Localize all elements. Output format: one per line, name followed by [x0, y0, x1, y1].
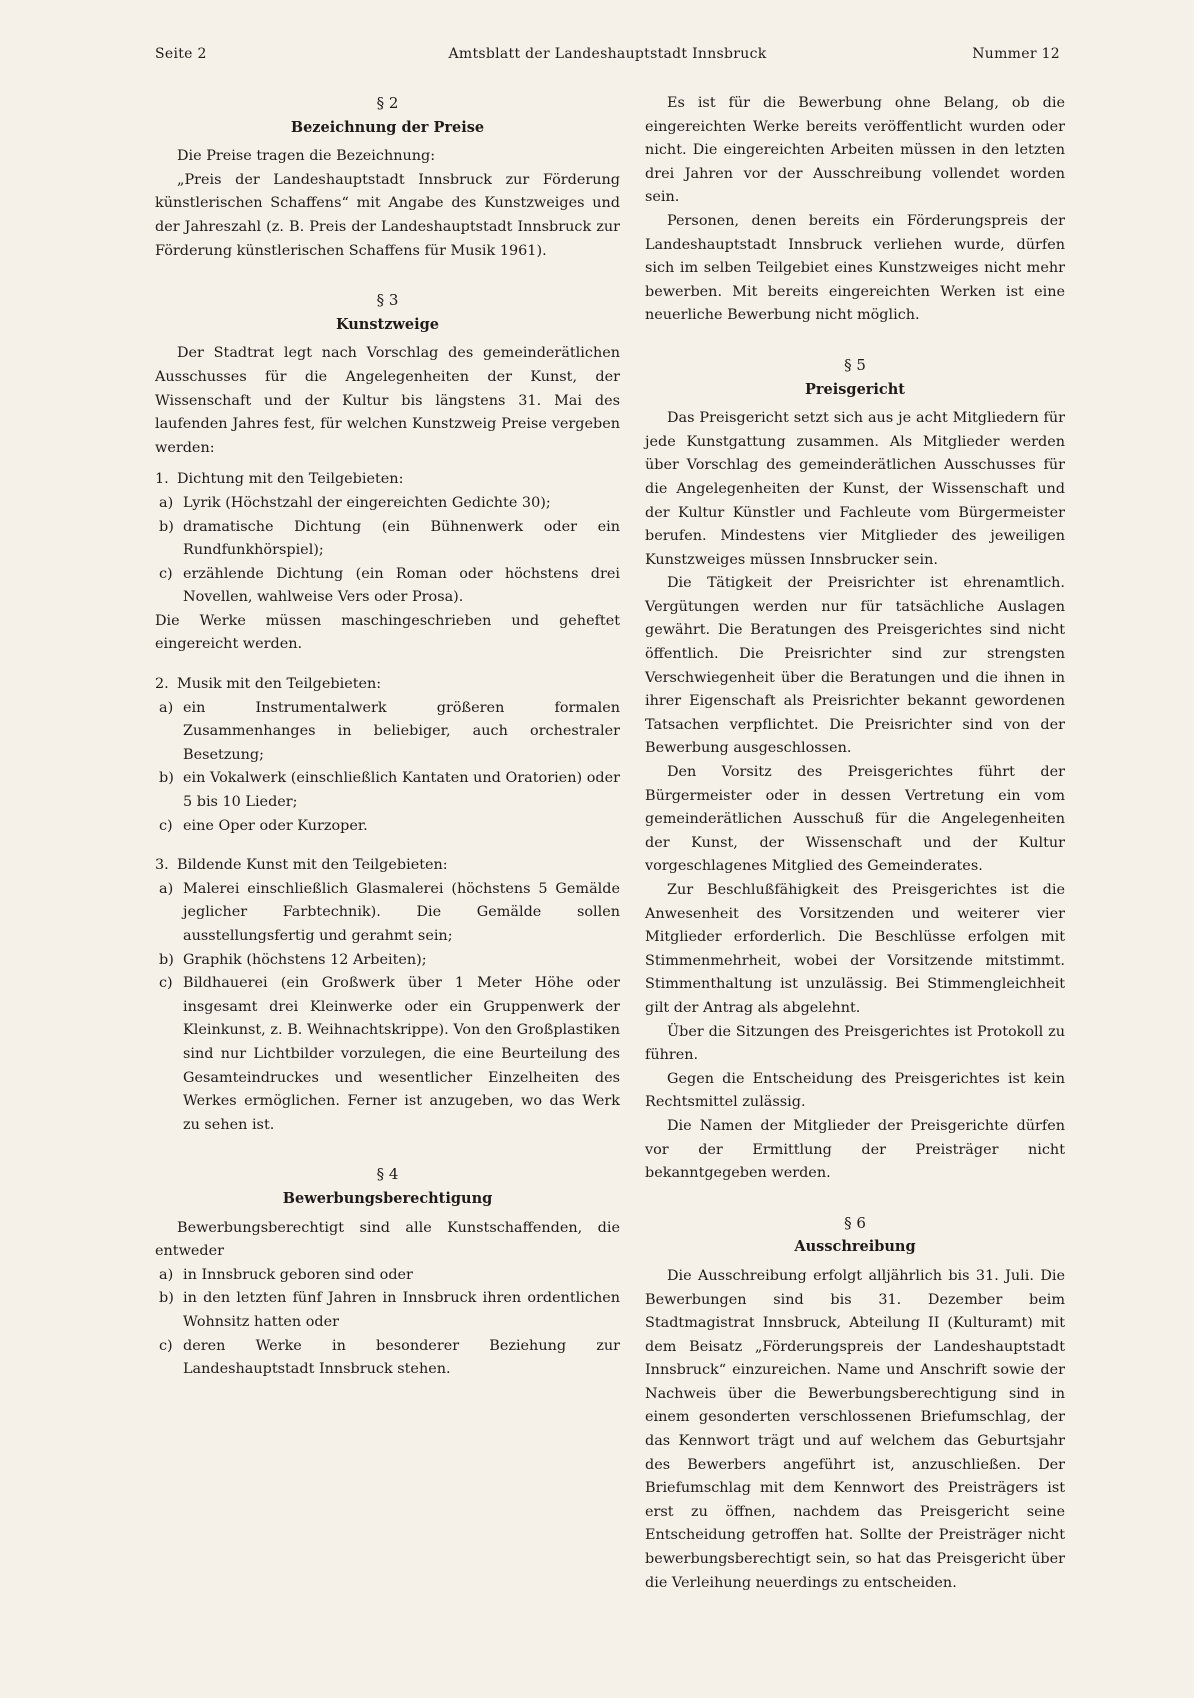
list-label: b) — [159, 1290, 174, 1307]
paragraph: Die Namen der Mitglieder der Preisgerichte dürfen vor der Ermittlung der Preisträger nicht bekanntgegeben werden. — [645, 1117, 1065, 1182]
list-label: c) — [159, 1337, 173, 1354]
list-item — [159, 492, 620, 516]
list-text: Graphik (höchstens 12 Arbeiten); — [183, 951, 427, 968]
paragraph: Die Ausschreibung erfolgt alljährlich bis 31. Juli. Die Bewerbungen sind bis 31. Dezember beim Stadtmagistrat Innsbruck, Abteilung II (Kulturamt) mit dem Beisatz „Förderungspreis der Landeshauptstadt Innsbruck“ einzureichen. Name und Anschrift sowie der Nachweis über die Bewerbungsberechtigung sind in einem gesonderten verschlossenen Briefumschlag, der das Kennwort trägt und auf welchem das Geburtsjahr des Bewerbers angeführt ist, anzuschließen. Der Briefumschlag mit dem Kennwort des Preisträgers ist erst zu öffnen, nachdem das Preisgericht seine Entscheidung getroffen hat. Sollte der Preisträger nicht bewerbungsberechtigt sein, so hat das Preisgericht über die Verleihung neuerdings zu entscheiden. — [645, 1267, 1065, 1591]
list-text: Bildhauerei (ein Großwerk über 1 Meter Höhe oder insgesamt drei Kleinwerke oder ein Gruppenwerk der Kleinkunst, z. B. Weihnachtskrippe). Von den Großplastiken sind nur Lichtbilder vorzulegen, die eine Beurteilung des Gesamteindruckes und wesentlicher Einzelheiten des Werkes ermöglichen. Ferner ist anzugeben, wo das Werk zu sehen ist. — [183, 975, 620, 1133]
list-text: erzählende Dichtung (ein Roman oder höchstens drei Novellen, wahlweise Vers oder Prosa). — [183, 565, 620, 606]
list-text: dramatische Dichtung (ein Bühnenwerk oder ein Rundfunkhörspiel); — [183, 518, 620, 559]
list-text: Musik mit den Teilgebieten: — [177, 676, 382, 693]
paragraph: Bewerbungsberechtigt sind alle Kunstschaffenden, die entweder — [155, 1219, 620, 1260]
list-text: Dichtung mit den Teilgebieten: — [177, 471, 404, 488]
list-item — [159, 1335, 620, 1382]
paragraph: Die Preise tragen die Bezeichnung: — [177, 148, 436, 165]
paragraph: Die Tätigkeit der Preisrichter ist ehrenamtlich. Vergütungen werden nur für tatsächliche Auslagen gewährt. Die Beratungen des Preisgerichtes sind nicht öffentlich. Die Preisrichter sind zur strengsten Verschwiegenheit über die Beratungen und die ihnen in ihrer Eigenschaft als Preisrichter bekannt gewordenen Tatsachen verpflichtet. Die Preisrichter sind von der Bewerbung ausgeschlossen. — [645, 575, 1065, 757]
paragraph: Der Stadtrat legt nach Vorschlag des gemeinderätlichen Ausschusses für die Angelegenheiten der Kunst, der Wissenschaft und der Kultur bis längstens 31. Mai des laufenden Jahres fest, für welchen Kunstzweig Preise vergeben werden: — [155, 345, 620, 456]
list-text: Bildende Kunst mit den Teilgebieten: — [177, 857, 448, 874]
list-label: a) — [159, 1266, 174, 1283]
list-item — [159, 949, 620, 973]
list-text: Malerei einschließlich Glasmalerei (höchstens 5 Gemälde jeglicher Farbtechnik). Die Gemälde sollen ausstellungsfertig und gerahmt sein; — [183, 880, 620, 944]
list-label: b) — [159, 518, 174, 535]
list-text: eine Oper oder Kurzoper. — [183, 817, 368, 834]
section-number: § 4 — [376, 1165, 399, 1184]
section-title: Bezeichnung der Preise — [290, 118, 485, 136]
right-column — [645, 92, 1065, 1595]
section-number: § 5 — [844, 355, 866, 374]
paragraph: Über die Sitzungen des Preisgerichtes ist Protokoll zu führen. — [645, 1023, 1065, 1064]
list-text: in Innsbruck geboren sind oder — [183, 1266, 413, 1283]
paragraph: Personen, denen bereits ein Förderungspreis der Landeshauptstadt Innsbruck verliehen wurde, dürfen sich im selben Teilgebiet eines Kunstzweiges nicht mehr bewerben. Mit bereits eingereichten Werken ist eine neuerliche Bewerbung nicht möglich. — [645, 212, 1065, 324]
list-item — [155, 854, 620, 878]
section-title: Preisgericht — [804, 380, 906, 398]
list-item — [159, 815, 620, 839]
page-header — [155, 46, 1060, 68]
issue-number: Nummer 12 — [972, 46, 1060, 62]
list-label: a) — [159, 699, 174, 716]
list-label: b) — [159, 951, 174, 968]
list-item — [159, 563, 620, 610]
list-label: a) — [159, 494, 174, 511]
list-item — [159, 972, 620, 1137]
list-item — [159, 767, 620, 814]
list-text: Lyrik (Höchstzahl der eingereichten Gedichte 30); — [183, 494, 551, 511]
paragraph: Das Preisgericht setzt sich aus je acht Mitgliedern für jede Kunstgattung zusammen. Als Mitglieder werden über Vorschlag des gemeinderätlichen Ausschusses für die Angelegenheiten der Kunst, der Wissenschaft und der Kultur Künstler und Fachleute vom Bürgermeister berufen. Mindestens vier Mitglieder des jeweiligen Kunstzweiges müssen Innsbrucker sein. — [645, 410, 1065, 568]
paragraph: Den Vorsitz des Preisgerichtes führt der Bürgermeister oder in dessen Vertretung ein vom gemeinderätlichen Ausschuß für die Angelegenheiten der Kunst, der Wissenschaft und der Kultur vorgeschlagenes Mitglied des Gemeinderates. — [645, 764, 1065, 875]
section-title: Kunstzweige — [335, 315, 440, 333]
list-text: ein Vokalwerk (einschließlich Kantaten und Oratorien) oder 5 bis 10 Lieder; — [183, 770, 620, 811]
paragraph: Es ist für die Bewerbung ohne Belang, ob die eingereichten Werke bereits veröffentlicht wurden oder nicht. Die eingereichten Arbeiten müssen in den letzten drei Jahren vor der Ausschreibung vollendet worden sein. — [645, 95, 1065, 206]
paragraph: Die Werke müssen maschingeschrieben und geheftet eingereicht werden. — [155, 612, 620, 653]
list-label: 3. — [155, 857, 169, 874]
paragraph: Zur Beschlußfähigkeit des Preisgerichtes ist die Anwesenheit des Vorsitzenden und weiterer vier Mitglieder erforderlich. Die Beschlüsse erfolgen mit Stimmenmehrheit, wobei der Vorsitzende mitstimmt. Stimmenthaltung ist unzulässig. Bei Stimmengleichheit gilt der Antrag als abgelehnt. — [645, 882, 1065, 1016]
list-label: c) — [159, 817, 173, 834]
page-number-label: Seite 2 — [155, 46, 207, 62]
section-number: § 6 — [844, 1213, 866, 1232]
list-item — [155, 468, 620, 492]
list-label: a) — [159, 880, 174, 897]
list-item — [159, 1287, 620, 1334]
section-number: § 2 — [376, 94, 399, 112]
list-item — [159, 697, 620, 768]
section-number: § 3 — [376, 291, 399, 310]
list-item — [159, 516, 620, 563]
list-label: c) — [159, 975, 173, 992]
list-item — [159, 1264, 620, 1288]
list-text: in den letzten fünf Jahren in Innsbruck ihren ordentlichen Wohnsitz hatten oder — [183, 1290, 620, 1330]
list-label: 2. — [155, 676, 169, 693]
list-label: c) — [159, 565, 173, 582]
list-item — [155, 673, 620, 697]
section-title: Bewerbungsberechtigung — [282, 1189, 493, 1207]
list-item — [159, 878, 620, 949]
paragraph: Gegen die Entscheidung des Preisgerichtes ist kein Rechtsmittel zulässig. — [645, 1070, 1065, 1111]
list-text: deren Werke in besonderer Beziehung zur Landeshauptstadt Innsbruck stehen. — [183, 1337, 620, 1378]
left-column — [155, 92, 620, 1382]
list-text: ein Instrumentalwerk größeren formalen Zusammenhanges in beliebiger, auch orchestraler Besetzung; — [183, 699, 620, 763]
publication-title: Amtsblatt der Landeshauptstadt Innsbruck — [448, 46, 767, 62]
section-title: Ausschreibung — [794, 1238, 916, 1256]
list-label: b) — [159, 770, 174, 787]
paragraph: „Preis der Landeshauptstadt Innsbruck zur Förderung künstlerischen Schaffens“ mit Angabe des Kunstzweiges und der Jahreszahl (z. B. Preis der Landeshauptstadt Innsbruck zur Förderung künstlerischen Schaffens für Musik 1961). — [155, 171, 620, 259]
list-label: 1. — [155, 471, 169, 488]
